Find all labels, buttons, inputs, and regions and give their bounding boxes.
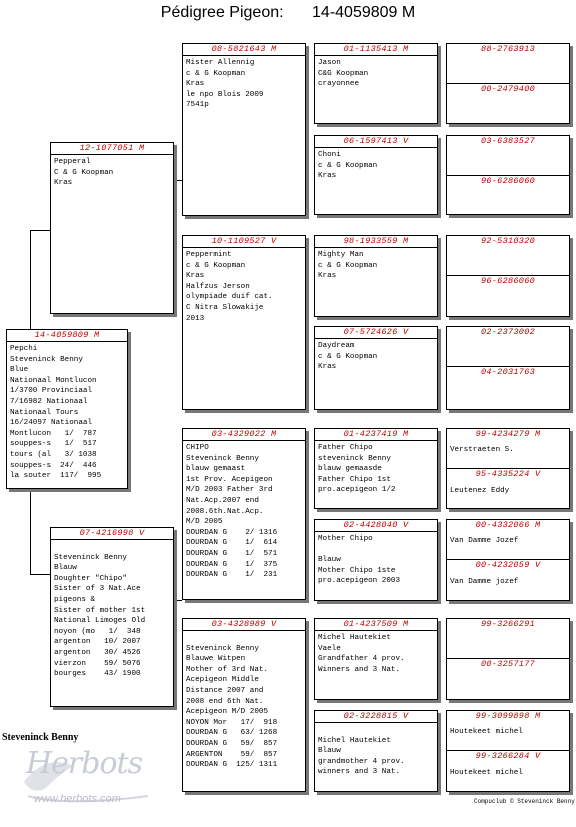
watermark-url: www.herbots.com	[34, 793, 121, 805]
great-grandparent-card[interactable]	[314, 519, 438, 601]
ring-number: 00-4232059 V	[475, 560, 541, 570]
connector-line	[174, 180, 182, 181]
pigeon-details: Houtekeet michel	[450, 769, 523, 777]
ring-number: 01-4237419 M	[315, 429, 437, 441]
gg-grandparent-card[interactable]	[446, 428, 570, 509]
ring-number: 96-6286060	[480, 276, 535, 286]
pigeon-details: Michel Hautekiet Vaele Grandfather 4 prov. Winners and 3 Nat.	[318, 634, 405, 674]
pigeon-details: Peppermint c & G Koopman Kras Halfzus Jerson olympiade duif cat. C Nitra Slowakije 2013	[186, 251, 273, 323]
pigeon-details: Jason C&G Koopman crayonnee	[318, 59, 369, 89]
ring-number: 12-1077051 M	[51, 143, 173, 155]
ring-number: 03-4328989 V	[183, 619, 305, 631]
connector-line	[30, 230, 31, 330]
ring-number: 02-2373002	[480, 327, 535, 337]
great-grandparent-card[interactable]	[314, 43, 438, 124]
pigeon-details: Mother Chipo Blauw Mother Chipo 1ste pro.acepigeon 2003	[318, 535, 401, 586]
pigeon-details: Choni c & G Koopman Kras	[318, 151, 378, 181]
ring-number: 99-4234279 M	[475, 429, 541, 439]
gg-grandparent-card[interactable]	[446, 326, 570, 410]
ring-number: 00-4332066 M	[475, 520, 541, 530]
gg-grandparent-slot	[447, 136, 569, 176]
gg-grandparent-card[interactable]	[446, 135, 570, 215]
father-card[interactable]	[50, 142, 174, 314]
connector-line	[30, 574, 50, 575]
ring-number: 00-3257177	[480, 659, 535, 669]
ring-number: 08-5821643 M	[183, 44, 305, 56]
pigeon-details: Steveninck Benny Blauwe Witpen Mother of 3rd Nat. Acepigeon Middle Distance 2007 and 2008 end 6th Nat. Acepigeon M/D 2005 NOYON Mor 17/ 918 DOURDAN G 63/ 1268 DOURDAN G 59/ 857 ARGENTON 59/ 857 DOURDAN G 125/ 1311	[186, 644, 278, 770]
page-title	[0, 4, 576, 22]
pigeon-details: Van Damme Jozef	[450, 537, 519, 545]
title-ring: 14-4059809 M	[312, 4, 416, 21]
ring-number: 06-1597413 V	[315, 136, 437, 148]
ring-number: 92-5310320	[480, 236, 535, 246]
pigeon-details: Pepperal C & G Koopman Kras	[54, 158, 114, 188]
gg-grandparent-slot	[447, 711, 569, 751]
pigeon-details: Verstraeten S.	[450, 446, 514, 454]
ring-number: 01-4237509 M	[315, 619, 437, 631]
ring-number: 07-4216998 V	[51, 528, 173, 540]
great-grandparent-card[interactable]	[314, 135, 438, 215]
great-grandparent-card[interactable]	[314, 618, 438, 700]
gg-grandparent-slot	[447, 520, 569, 560]
gg-grandparent-slot	[447, 236, 569, 276]
connector-line	[30, 230, 50, 231]
pigeon-details: Daydream c & G Koopman Kras	[318, 342, 378, 372]
grandparent-card[interactable]	[182, 43, 306, 216]
grandparent-card[interactable]	[182, 235, 306, 410]
pigeon-details: Pepchi Steveninck Benny Blue Nationaal Montlucon 1/3700 Provinciaal 7/16982 Nationaal Nationaal Tours 16/24097 Nationaal Montlucon 1/ 787 souppes-s 1/ 517 tours (al 3/ 1038 souppes-s 24/ 446 la souter 117/ 995	[10, 345, 102, 481]
owner-name: Steveninck Benny	[2, 732, 79, 743]
ring-number: 03-4329022 M	[183, 429, 305, 441]
ring-number: 95-4335224 V	[475, 469, 541, 479]
pigeon-details: Mister Allennig c & G Koopman Kras le npo Blois 2009 7541p	[186, 59, 264, 110]
gg-grandparent-slot	[447, 44, 569, 84]
title-label: Pédigree Pigeon:	[160, 4, 284, 21]
ring-number: 02-3228815 V	[315, 711, 437, 723]
pigeon-details: Steveninck Benny Blauw Doughter "Chipo" Sister of 3 Nat.Ace pigeons & Sister of mother 1st National Limoges Old noyon (mo 1/ 348 argenton 10/ 2007 argenton 30/ 4526 vierzon 59/ 5076 bourges 43/ 1900	[54, 553, 146, 679]
great-grandparent-card[interactable]	[314, 428, 438, 509]
ring-number: 07-5724626 V	[315, 327, 437, 339]
gg-grandparent-card[interactable]	[446, 519, 570, 601]
pigeon-details: Leutenez Eddy	[450, 487, 510, 495]
ring-number: 04-2031763	[480, 367, 535, 377]
gg-grandparent-slot	[447, 619, 569, 659]
pigeon-details: CHIPO Steveninck Benny blauw gemaast 1st Prov. Acepigeon M/D 2003 Father 3rd Nat.Acp.2007 end 2008.6th.Nat.Acp. M/D 2005 DOURDAN G 2/ 1316 DOURDAN G 1/ 614 DOURDAN G 1/ 571 DOURDAN G 1/ 375 DOURDAN G 1/ 231	[186, 444, 278, 580]
gg-grandparent-card[interactable]	[446, 710, 570, 792]
pigeon-details: Van Damme jozef	[450, 578, 519, 586]
connector-line	[174, 600, 182, 601]
great-grandparent-card[interactable]	[314, 326, 438, 410]
ring-number: 10-1109527 V	[183, 236, 305, 248]
grandparent-card[interactable]	[182, 618, 306, 792]
great-grandparent-card[interactable]	[314, 235, 438, 317]
mother-card[interactable]	[50, 527, 174, 707]
gg-grandparent-card[interactable]	[446, 618, 570, 700]
ring-number: 99-3266284 V	[475, 751, 541, 761]
watermark-brand: Herbots	[26, 746, 142, 781]
gg-grandparent-card[interactable]	[446, 43, 570, 124]
ring-number: 96-6286060	[480, 176, 535, 186]
ring-number: 88-2763913	[480, 44, 535, 54]
ring-number: 03-6383527	[480, 136, 535, 146]
gg-grandparent-slot	[447, 327, 569, 367]
gg-grandparent-slot	[447, 429, 569, 469]
pigeon-details: Houtekeet michel	[450, 728, 523, 736]
ring-number: 02-4428040 V	[315, 520, 437, 532]
ring-number: 98-1933559 M	[315, 236, 437, 248]
ring-number: 00-2479400	[480, 84, 535, 94]
ring-number: 01-1135413 M	[315, 44, 437, 56]
subject-card[interactable]	[6, 329, 128, 489]
ring-number: 14-4059809 M	[7, 330, 127, 342]
great-grandparent-card[interactable]	[314, 710, 438, 792]
footer-credit: Compuclub © Steveninck Benny	[474, 798, 575, 805]
pigeon-details: Michel Hautekiet Blauw grandmother 4 prov. winners and 3 Nat.	[318, 736, 405, 777]
gg-grandparent-card[interactable]	[446, 235, 570, 317]
connector-line	[30, 490, 31, 574]
pigeon-details: Mighty Man c & G Koopman Kras	[318, 251, 378, 281]
ring-number: 99-3099898 M	[475, 711, 541, 721]
grandparent-card[interactable]	[182, 428, 306, 600]
ring-number: 99-3266291	[480, 619, 535, 629]
pigeon-details: Father Chipo steveninck Benny blauw gemaasde Father Chipo 1st pro.acepigeon 1/2	[318, 444, 396, 495]
